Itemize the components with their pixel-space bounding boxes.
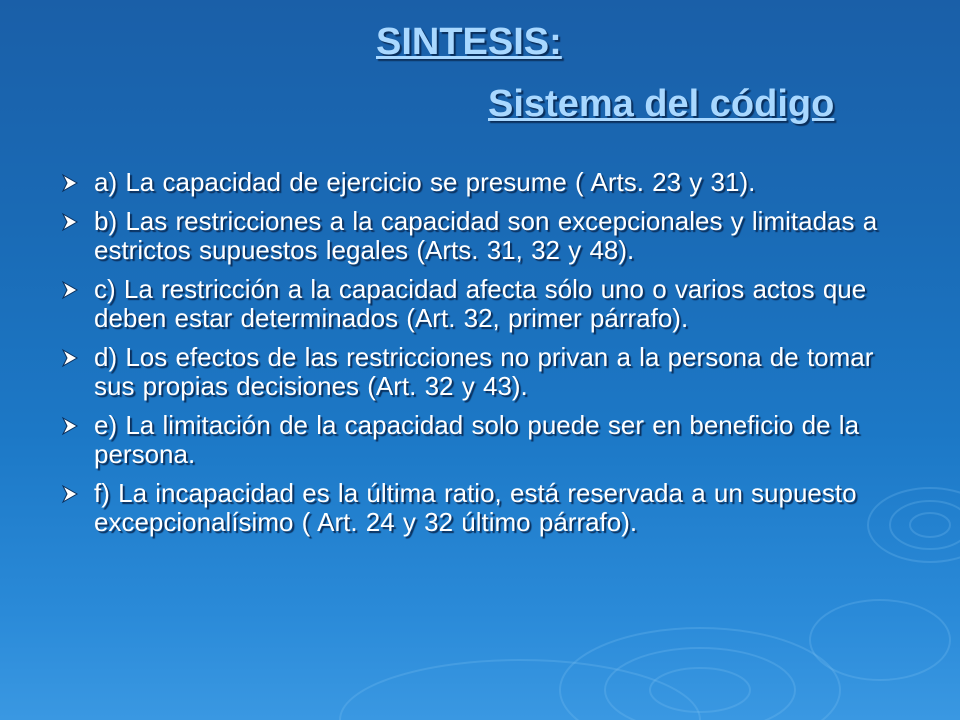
bullet-item	[60, 343, 910, 401]
arrow-bullet-icon	[60, 416, 80, 436]
title-line-1: SINTESIS:	[376, 21, 562, 63]
bullet-text: f) La incapacidad es la última ratio, está reservada a un supuesto excepcionalísimo ( Art. 24 y 32 último párrafo).	[94, 478, 857, 537]
bullet-text: a) La capacidad de ejercicio se presume ( Arts. 23 y 31).	[94, 167, 756, 197]
bullet-item	[60, 275, 910, 333]
bullet-text: b) Las restricciones a la capacidad son excepcionales y limitadas a estrictos supuestos legales (Arts. 31, 32 y 48).	[94, 206, 878, 265]
arrow-bullet-icon	[60, 212, 80, 232]
bullet-text: d) Los efectos de las restricciones no privan a la persona de tomar sus propias decisiones (Art. 32 y 43).	[94, 342, 874, 401]
arrow-bullet-icon	[60, 484, 80, 504]
bullet-item	[60, 207, 910, 265]
bullet-text: e) La limitación de la capacidad solo puede ser en beneficio de la persona.	[94, 410, 860, 469]
arrow-bullet-icon	[60, 173, 80, 193]
bullet-item	[60, 168, 910, 197]
bullet-text: c) La restricción a la capacidad afecta sólo uno o varios actos que deben estar determinados (Art. 32, primer párrafo).	[94, 274, 867, 333]
title-line-2: Sistema del código	[488, 83, 835, 125]
bullet-list	[60, 168, 910, 547]
bullet-item	[60, 479, 910, 537]
arrow-bullet-icon	[60, 348, 80, 368]
arrow-bullet-icon	[60, 280, 80, 300]
bullet-item	[60, 411, 910, 469]
